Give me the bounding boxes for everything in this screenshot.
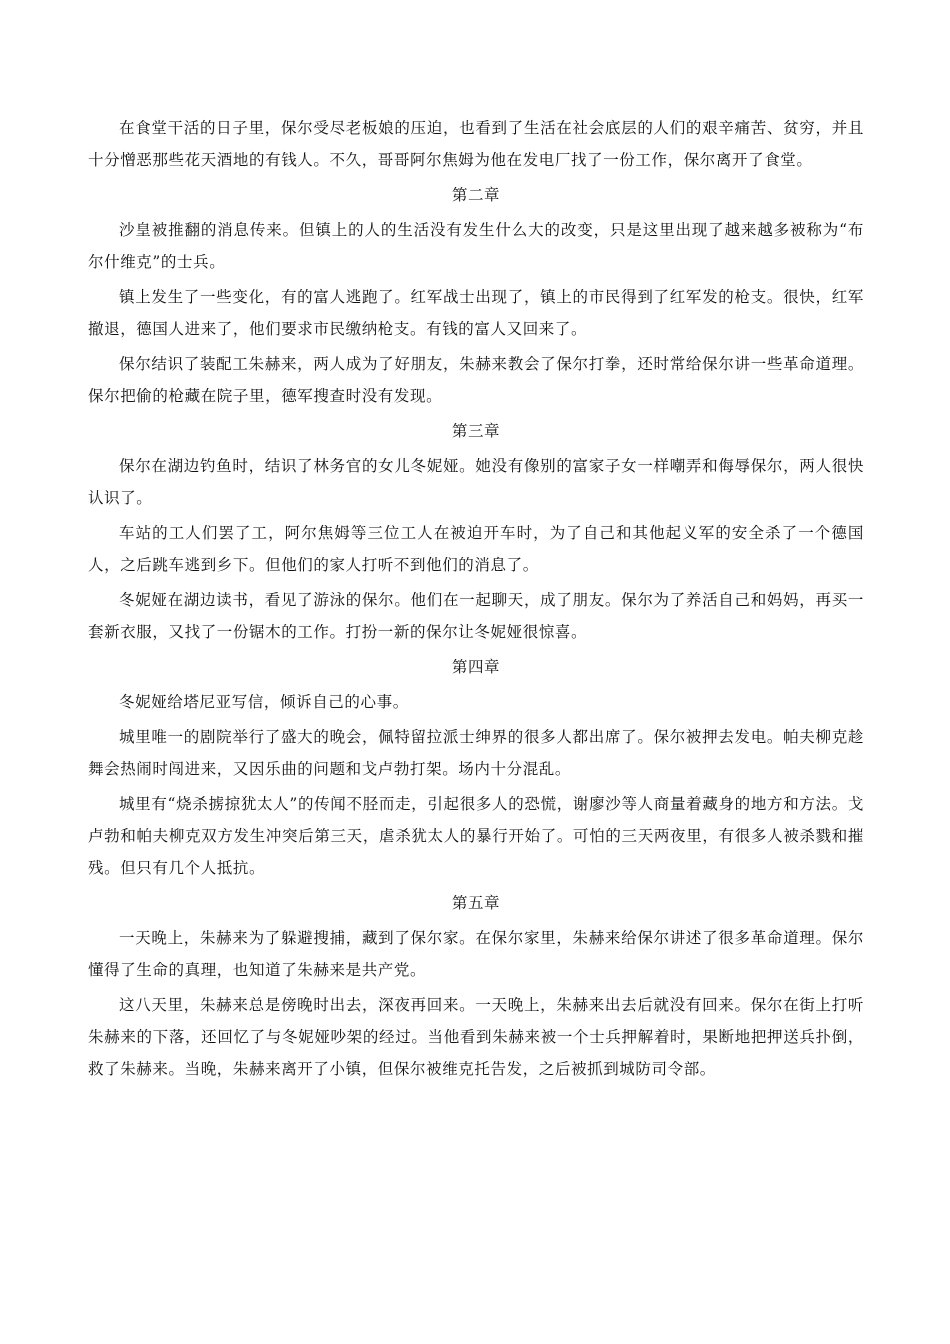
chapter-2-paragraph-3: 保尔结识了装配工朱赫来，两人成为了好朋友，朱赫来教会了保尔打拳，还时常给保尔讲一些革命道理。保尔把偷的枪藏在院子里，德军搜查时没有发现。 [88, 355, 864, 405]
paragraph-intro-1: 在食堂干活的日子里，保尔受尽老板娘的压迫，也看到了生活在社会底层的人们的艰辛痛苦、贫穷，并且十分憎恶那些花天酒地的有钱人。不久，哥哥阿尔焦姆为他在发电厂找了一份工作，保尔离开了食堂。 [88, 119, 864, 169]
chapter-4-paragraph-3: 城里有“烧杀掳掠犹太人”的传闻不胫而走，引起很多人的恐慌，谢廖沙等人商量着藏身的地方和方法。戈卢勃和帕夫柳克双方发生冲突后第三天，虐杀犹太人的暴行开始了。可怕的三天两夜里，有很多人被杀戮和摧残。但只有几个人抵抗。 [88, 795, 864, 877]
chapter-5-title: 第五章 [451, 894, 501, 912]
chapter-3-paragraph-2: 车站的工人们罢了工，阿尔焦姆等三位工人在被迫开车时，为了自己和其他起义军的安全杀了一个德国人，之后跳车逃到乡下。但他们的家人打听不到他们的消息了。 [88, 524, 864, 574]
chapter-5-paragraph-2: 这八天里，朱赫来总是傍晚时出去，深夜再回来。一天晚上，朱赫来出去后就没有回来。保尔在街上打听朱赫来的下落，还回忆了与冬妮娅吵架的经过。当他看到朱赫来被一个士兵押解着时，果断地把押送兵扑倒，救了朱赫来。当晚，朱赫来离开了小镇，但保尔被维克托告发，之后被抓到城防司令部。 [88, 996, 864, 1078]
chapter-3-title: 第三章 [451, 422, 501, 440]
chapter-5-paragraph-1: 一天晚上，朱赫来为了躲避搜捕，藏到了保尔家。在保尔家里，朱赫来给保尔讲述了很多革命道理。保尔懂得了生命的真理，也知道了朱赫来是共产党。 [88, 929, 864, 979]
chapter-2-paragraph-2: 镇上发生了一些变化，有的富人逃跑了。红军战士出现了，镇上的市民得到了红军发的枪支。很快，红军撤退，德国人进来了，他们要求市民缴纳枪支。有钱的富人又回来了。 [88, 288, 864, 338]
chapter-2-title: 第二章 [451, 186, 501, 204]
chapter-4-paragraph-1: 冬妮娅给塔尼亚写信，倾诉自己的心事。 [119, 693, 409, 711]
chapter-4-paragraph-2: 城里唯一的剧院举行了盛大的晚会，佩特留拉派士绅界的很多人都出席了。保尔被押去发电。帕夫柳克趁舞会热闹时闯进来，又因乐曲的问题和戈卢勃打架。场内十分混乱。 [88, 728, 864, 778]
chapter-4-title: 第四章 [451, 658, 501, 676]
document-body [88, 112, 864, 1088]
chapter-3-paragraph-3: 冬妮娅在湖边读书，看见了游泳的保尔。他们在一起聊天，成了朋友。保尔为了养活自己和妈妈，再买一套新衣服，又找了一份锯木的工作。打扮一新的保尔让冬妮娅很惊喜。 [88, 591, 864, 641]
chapter-3-paragraph-1: 保尔在湖边钓鱼时，结识了林务官的女儿冬妮娅。她没有像别的富家子女一样嘲弄和侮辱保尔，两人很快认识了。 [88, 457, 864, 507]
chapter-2-paragraph-1: 沙皇被推翻的消息传来。但镇上的人的生活没有发生什么大的改变，只是这里出现了越来越多被称为“布尔什维克”的士兵。 [88, 221, 864, 271]
